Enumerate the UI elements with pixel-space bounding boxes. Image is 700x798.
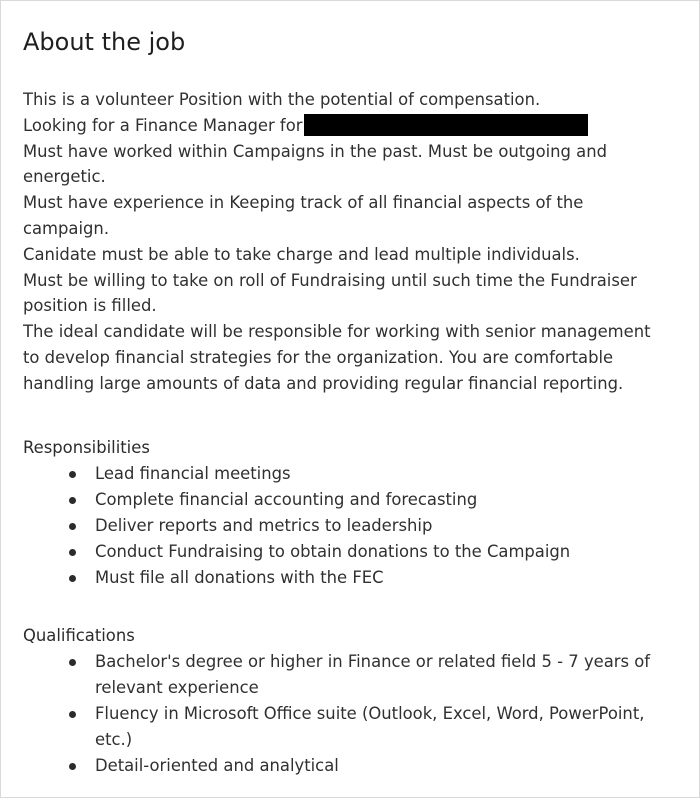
responsibilities-title: Responsibilities [23,438,150,457]
intro-line: campaign. [23,218,110,238]
list-item-text: Lead financial meetings [95,464,291,483]
list-item [23,513,695,539]
intro-line: The ideal candidate will be responsible for working with senior management [23,322,651,342]
intro-line: Canidate must be able to take charge and lead multiple individuals. [23,244,580,264]
intro-line: Must have worked within Campaigns in the past. Must be outgoing and [23,141,608,161]
qualifications-section [23,623,695,779]
intro-line: This is a volunteer Position with the potential of compensation. [23,90,541,109]
list-item-text: Conduct Fundraising to obtain donations to the Campaign [95,542,571,561]
list-item [23,753,695,779]
list-item-text: Detail-oriented and analytical [95,756,339,775]
intro-line: to develop financial strategies for the organization. You are comfortable [23,347,614,367]
list-item [23,649,695,701]
qualifications-title: Qualifications [23,626,135,645]
list-item [23,701,695,753]
list-item-text: Bachelor's degree or higher in Finance or related field 5 - 7 years of [95,652,651,671]
intro-line: handling large amounts of data and providing regular financial reporting. [23,373,624,393]
bullet-icon [69,711,76,718]
list-item-text: Complete financial accounting and forecasting [95,490,478,509]
list-item [23,565,695,591]
list-item-text: etc.) [95,730,133,749]
redacted-block [304,114,588,136]
list-item [23,461,695,487]
list-item-text: Must file all donations with the FEC [95,568,384,587]
list-item-text: relevant experience [95,678,259,697]
intro-line: Must be willing to take on roll of Fundraising until such time the Fundraiser [23,270,637,290]
intro-line: Must have experience in Keeping track of all financial aspects of the [23,193,584,213]
bullet-icon [69,497,76,504]
bullet-icon [69,549,76,556]
intro-line: energetic. [23,167,106,187]
intro-line-with-redaction [23,113,695,139]
list-item [23,539,695,565]
bullet-icon [69,659,76,666]
bullet-icon [69,471,76,478]
qualifications-list [23,649,695,779]
bullet-icon [69,575,76,582]
list-item [23,487,695,513]
intro-line: position is filled. [23,296,157,316]
bullet-icon [69,523,76,530]
job-intro [23,87,695,397]
list-item-text: Deliver reports and metrics to leadership [95,516,433,535]
intro-line: Looking for a Finance Manager for [23,115,303,135]
bullet-icon [69,763,76,770]
section-heading: About the job [23,28,186,56]
responsibilities-section [23,435,695,591]
responsibilities-list [23,461,695,591]
list-item-text: Fluency in Microsoft Office suite (Outlook, Excel, Word, PowerPoint, [95,704,645,723]
